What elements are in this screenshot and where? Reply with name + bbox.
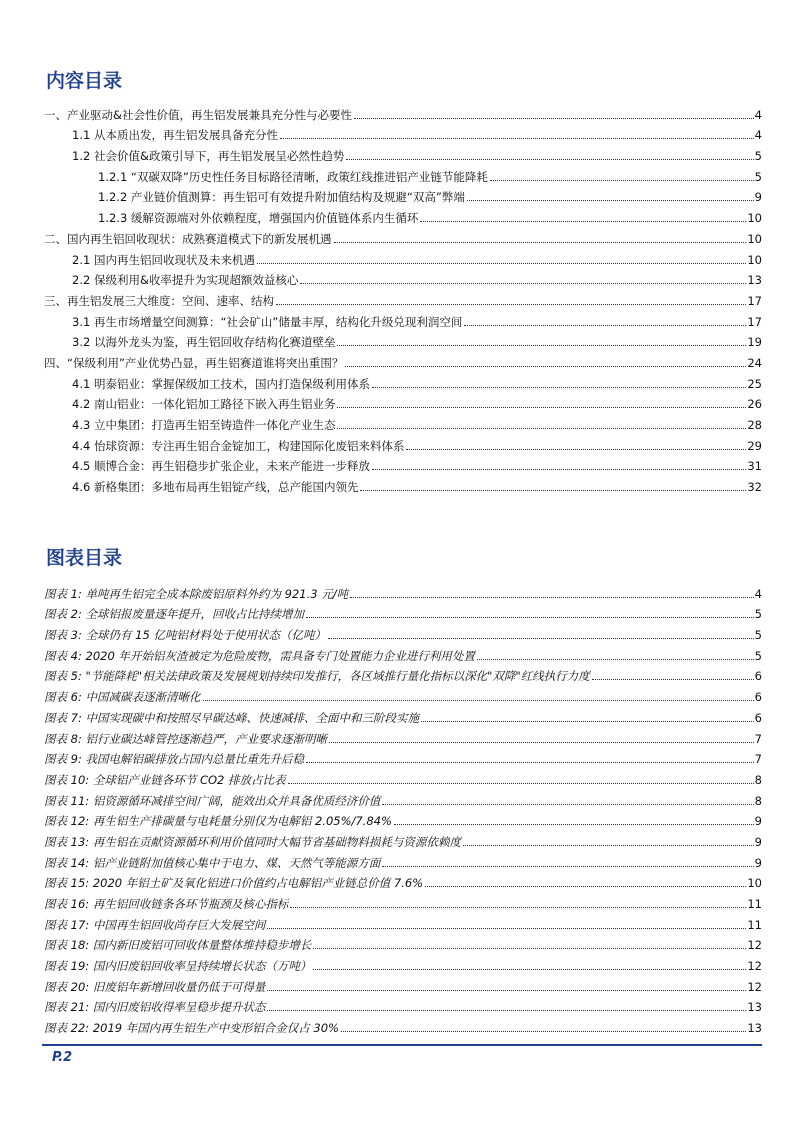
dot-leader xyxy=(372,469,746,470)
toc-entry[interactable] xyxy=(44,870,762,891)
entry-page: 24 xyxy=(747,355,762,370)
entry-page: 10 xyxy=(747,211,762,226)
entry-title[interactable]: 图表 11: 铝资源循环减排空间广阔，能效出众并具备优质经济价值 xyxy=(44,793,381,808)
entry-page: 26 xyxy=(747,397,762,412)
entry-title[interactable]: 图表 22: 2019 年国内再生铝生产中变形铝合金仅占 30% xyxy=(44,1021,339,1036)
entry-page: 5 xyxy=(754,149,762,164)
toc-entry[interactable] xyxy=(44,329,762,350)
entry-title[interactable]: 图表 12: 再生铝生产排碳量与电耗量分别仅为电解铝 2.05%/7.84% xyxy=(44,814,392,829)
toc-entry[interactable] xyxy=(44,287,762,308)
entry-page: 32 xyxy=(747,480,762,495)
dot-leader xyxy=(329,742,754,743)
toc-entry[interactable] xyxy=(44,642,762,663)
entry-page: 6 xyxy=(754,710,762,725)
entry-title[interactable]: 4.1 明泰铝业：掌握保级加工技术，国内打造保级利用体系 xyxy=(72,376,370,391)
dot-leader xyxy=(288,783,754,784)
toc-entry[interactable] xyxy=(44,432,762,453)
toc-entry[interactable] xyxy=(44,704,762,725)
dot-leader xyxy=(306,617,754,618)
toc-entry[interactable] xyxy=(44,932,762,953)
entry-page: 10 xyxy=(747,252,762,267)
entry-title[interactable]: 图表 3: 全球仍有 15 亿吨铝材料处于使用状态（亿吨） xyxy=(44,628,326,643)
entry-title[interactable]: 图表 10: 全球铝产业链各环节 CO2 排放占比表 xyxy=(44,772,286,787)
dot-leader xyxy=(300,283,746,284)
toc-entry[interactable] xyxy=(44,601,762,622)
toc-entry[interactable] xyxy=(44,411,762,432)
entry-title[interactable]: 图表 19: 国内旧废铝回收率呈持续增长状态（万吨） xyxy=(44,959,312,974)
toc-entry[interactable] xyxy=(44,663,762,684)
toc-title: 内容目录 xyxy=(46,70,123,92)
dot-leader xyxy=(203,700,754,701)
entry-page: 8 xyxy=(754,793,762,808)
entry-title[interactable]: 图表 5: "节能降耗"相关法律政策及发展规划持续印发推行，各区域推行量化指标以深化"双降"红线执行力度 xyxy=(44,669,590,684)
dot-leader xyxy=(313,969,746,970)
entry-title[interactable]: 1.2 社会价值&政策引导下，再生铝发展呈必然性趋势 xyxy=(72,149,345,164)
entry-page: 6 xyxy=(754,690,762,705)
dot-leader xyxy=(346,159,753,160)
toc-entry[interactable] xyxy=(44,1014,762,1035)
entry-title[interactable]: 4.3 立中集团：打造再生铝至铸造件一体化产业生态 xyxy=(72,418,336,432)
entry-title[interactable]: 3.2 以海外龙头为鉴，再生铝回收存结构化赛道壁垒 xyxy=(72,335,336,350)
dot-leader xyxy=(306,762,754,763)
toc-entry[interactable] xyxy=(44,911,762,932)
entry-page: 29 xyxy=(747,438,762,453)
entry-title[interactable]: 1.2.3 缓解资源端对外依赖程度，增强国内价值链体系内生循环 xyxy=(98,211,419,226)
dot-leader xyxy=(345,366,746,367)
toc-entry[interactable] xyxy=(44,163,762,184)
page-number: P.2 xyxy=(52,1050,73,1065)
toc-entry[interactable] xyxy=(44,122,762,143)
toc-entry[interactable] xyxy=(44,890,762,911)
toc-entry[interactable] xyxy=(44,621,762,642)
entry-page: 17 xyxy=(747,293,762,308)
toc-entry[interactable] xyxy=(44,453,762,474)
entry-page: 11 xyxy=(747,917,762,932)
entry-page: 10 xyxy=(747,876,762,891)
toc-entry[interactable] xyxy=(44,849,762,870)
dot-leader xyxy=(463,845,754,846)
entry-title[interactable]: 1.2.1 “双碳双降”历史性任务目标路径清晰，政策红线推进铝产业链节能降耗 xyxy=(98,169,488,184)
dot-leader xyxy=(592,679,754,680)
entry-title[interactable]: 2.2 保级利用&收率提升为实现超额效益核心 xyxy=(72,273,299,288)
entry-title[interactable]: 图表 18: 国内新旧废铝可回收体量整体维持稳步增长 xyxy=(44,938,312,953)
toc-entry[interactable] xyxy=(44,808,762,829)
entry-page: 9 xyxy=(754,814,762,829)
dot-leader xyxy=(276,304,746,305)
entry-title[interactable]: 1.1 从本质出发，再生铝发展具备充分性 xyxy=(72,128,278,143)
entry-title[interactable]: 图表 14: 铝产业链附加值核心集中于电力、煤、天然气等能源方面 xyxy=(44,855,381,870)
dot-leader xyxy=(267,928,746,929)
figure-toc-title: 图表目录 xyxy=(46,547,123,569)
entry-title[interactable]: 图表 13: 再生铝在贡献资源循环利用价值同时大幅节省基础物料损耗与资源依赖度 xyxy=(44,834,461,849)
entry-title[interactable]: 图表 7: 中国实现碳中和按照尽早碳达峰、快速减排、全面中和三阶段实施 xyxy=(44,710,419,725)
dot-leader xyxy=(382,866,753,867)
dot-leader xyxy=(420,221,746,222)
entry-page: 5 xyxy=(754,628,762,643)
entry-page: 5 xyxy=(754,648,762,663)
toc-entry[interactable] xyxy=(44,746,762,767)
entry-title[interactable]: 图表 2: 全球铝报废量逐年提升，回收占比持续增加 xyxy=(44,607,304,622)
entry-page: 31 xyxy=(747,459,762,474)
entry-title[interactable]: 图表 16: 再生铝回收链条各环节瓶颈及核心指标 xyxy=(44,897,289,911)
entry-page: 12 xyxy=(747,979,762,994)
toc-entry[interactable] xyxy=(44,725,762,746)
toc-entry[interactable] xyxy=(44,101,762,122)
toc-entry[interactable] xyxy=(44,246,762,267)
entry-page: 13 xyxy=(747,273,762,288)
entry-page: 9 xyxy=(754,855,762,870)
entry-page: 25 xyxy=(747,376,762,391)
entry-title[interactable]: 2.1 国内再生铝回收现状及未来机遇 xyxy=(72,252,255,267)
figure-toc xyxy=(44,580,762,1035)
toc-entry[interactable] xyxy=(44,142,762,163)
toc-entry[interactable] xyxy=(44,473,762,494)
toc-entry[interactable] xyxy=(44,349,762,370)
entry-page: 17 xyxy=(747,314,762,329)
toc-entry[interactable] xyxy=(44,973,762,994)
entry-title[interactable]: 4.2 南山铝业：一体化铝加工路径下嵌入再生铝业务 xyxy=(72,397,336,412)
entry-title[interactable]: 图表 6: 中国减碳表逐渐清晰化 xyxy=(44,690,201,705)
toc-entry[interactable] xyxy=(44,267,762,288)
entry-page: 7 xyxy=(754,752,762,767)
entry-page: 9 xyxy=(754,834,762,849)
dot-leader xyxy=(337,407,746,408)
entry-title[interactable]: 图表 15: 2020 年铝土矿及氧化铝进口价值约占电解铝产业链总价值 7.6% xyxy=(44,876,424,891)
entry-page: 12 xyxy=(747,938,762,953)
entry-title[interactable]: 图表 1: 单吨再生铝完全成本除废铝原料外约为 921.3 元/吨 xyxy=(44,586,349,601)
entry-page: 9 xyxy=(754,190,762,205)
toc-entry[interactable] xyxy=(44,683,762,704)
toc-entry[interactable] xyxy=(44,204,762,225)
toc-entry[interactable] xyxy=(44,225,762,246)
dot-leader xyxy=(313,948,746,949)
dot-leader xyxy=(421,721,754,722)
entry-title[interactable]: 一、产业驱动&社会性价值，再生铝发展兼具充分性与必要性 xyxy=(44,107,352,122)
entry-title[interactable]: 4.6 新格集团：多地布局再生铝锭产线，总产能国内领先 xyxy=(72,480,359,495)
dot-leader xyxy=(290,907,746,908)
toc-entry[interactable] xyxy=(44,184,762,205)
entry-page: 6 xyxy=(754,669,762,684)
entry-title[interactable]: 图表 8: 铝行业碳达峰管控逐渐趋严，产业要求逐渐明晰 xyxy=(44,731,327,746)
toc-entry[interactable] xyxy=(44,308,762,329)
dot-leader xyxy=(360,490,746,491)
dot-leader xyxy=(490,180,754,181)
entry-title[interactable]: 图表 9: 我国电解铝碳排放占国内总量比重先升后稳 xyxy=(44,752,304,767)
dot-leader xyxy=(267,990,746,991)
entry-title[interactable]: 4.5 顺博合金：再生铝稳步扩张企业，未来产能进一步释放 xyxy=(72,459,370,474)
entry-page: 28 xyxy=(747,418,762,432)
entry-page: 12 xyxy=(747,959,762,974)
toc-entry[interactable] xyxy=(44,787,762,808)
entry-page: 13 xyxy=(747,1021,762,1036)
footer-rule xyxy=(42,1044,762,1046)
entry-title[interactable]: 三、再生铝发展三大维度：空间、速率、结构 xyxy=(44,293,274,308)
content-toc xyxy=(44,101,762,494)
dot-leader xyxy=(354,118,754,119)
entry-title[interactable]: 二、国内再生铝回收现状：成熟赛道模式下的新发展机遇 xyxy=(44,231,332,246)
dot-leader xyxy=(334,242,747,243)
entry-title[interactable]: 图表 21: 国内旧废铝收得率呈稳步提升状态 xyxy=(44,1000,266,1015)
entry-page: 10 xyxy=(747,231,762,246)
toc-entry[interactable] xyxy=(44,580,762,601)
dot-leader xyxy=(350,597,754,598)
toc-entry[interactable] xyxy=(44,391,762,412)
entry-page: 4 xyxy=(754,128,762,143)
entry-title[interactable]: 图表 4: 2020 年开始铝灰渣被定为危险废物，需具备专门处置能力企业进行利用处置 xyxy=(44,648,475,663)
dot-leader xyxy=(425,886,746,887)
dot-leader xyxy=(372,387,746,388)
entry-page: 19 xyxy=(747,335,762,350)
entry-page: 8 xyxy=(754,772,762,787)
entry-title[interactable]: 图表 20: 旧废铝年新增回收量仍低于可得量 xyxy=(44,979,266,994)
dot-leader xyxy=(467,200,754,201)
toc-entry[interactable] xyxy=(44,828,762,849)
entry-page: 13 xyxy=(747,1000,762,1015)
entry-title[interactable]: 四、“保级利用”产业优势凸显，再生铝赛道谁将突出重围？ xyxy=(44,355,344,370)
toc-entry[interactable] xyxy=(44,994,762,1015)
dot-leader xyxy=(337,345,746,346)
dot-leader xyxy=(337,428,746,429)
dot-leader xyxy=(406,449,746,450)
entry-title[interactable]: 图表 17: 中国再生铝回收尚存巨大发展空间 xyxy=(44,917,266,932)
dot-leader xyxy=(267,1010,746,1011)
entry-page: 4 xyxy=(754,107,762,122)
dot-leader xyxy=(280,138,754,139)
entry-title[interactable]: 4.4 怡球资源：专注再生铝合金锭加工，构建国际化废铝来料体系 xyxy=(72,438,405,453)
entry-page: 5 xyxy=(754,169,762,184)
dot-leader xyxy=(394,824,754,825)
dot-leader xyxy=(464,325,746,326)
entry-title[interactable]: 1.2.2 产业链价值测算：再生铝可有效提升附加值结构及规避“双高”弊端 xyxy=(98,190,465,205)
toc-entry[interactable] xyxy=(44,370,762,391)
entry-title[interactable]: 3.1 再生市场增量空间测算：“社会矿山”储量丰厚，结构化升级兑现利润空间 xyxy=(72,314,463,329)
dot-leader xyxy=(382,804,753,805)
entry-page: 4 xyxy=(754,586,762,601)
entry-page: 11 xyxy=(747,897,762,911)
dot-leader xyxy=(341,1031,746,1032)
dot-leader xyxy=(477,659,754,660)
dot-leader xyxy=(257,263,746,264)
entry-page: 5 xyxy=(754,607,762,622)
dot-leader xyxy=(328,638,754,639)
toc-entry[interactable] xyxy=(44,766,762,787)
entry-page: 7 xyxy=(754,731,762,746)
toc-entry[interactable] xyxy=(44,952,762,973)
